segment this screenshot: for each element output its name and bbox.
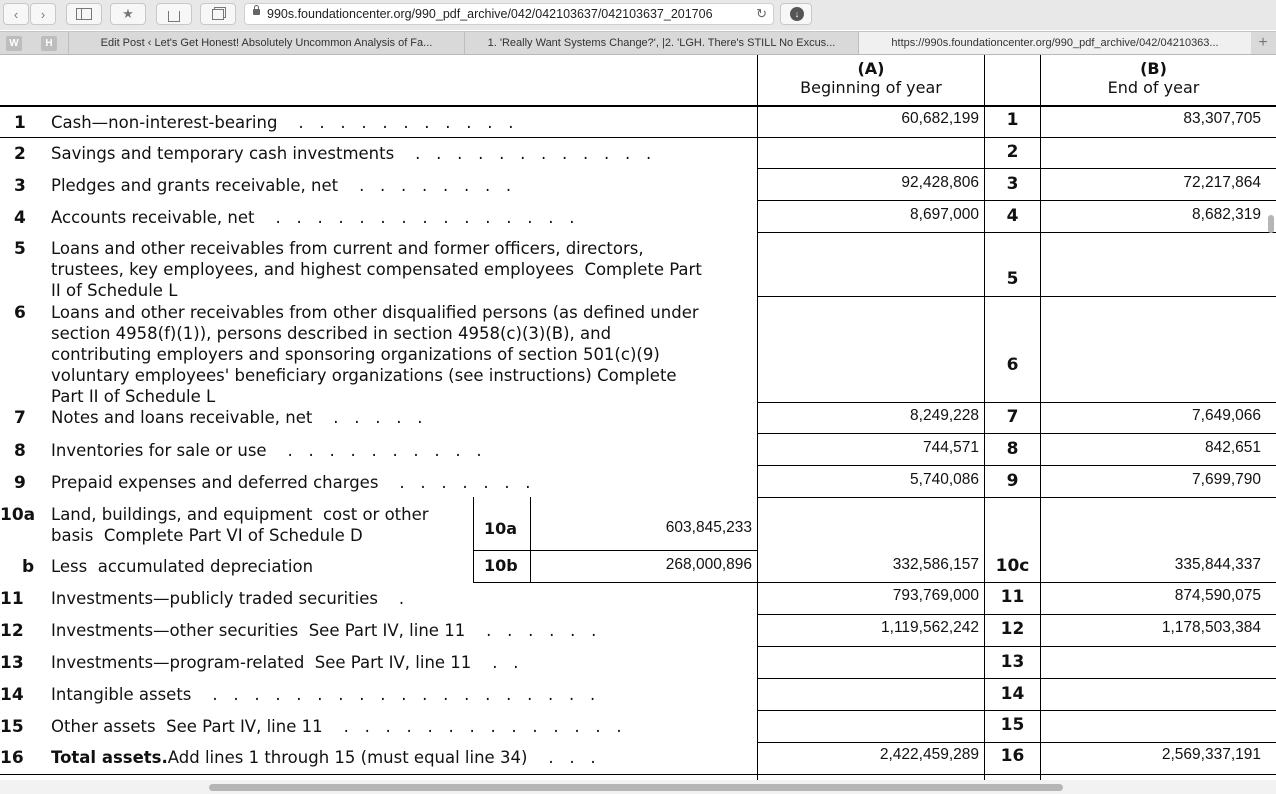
description-text: Less accumulated depreciation [51, 557, 314, 576]
line-description [51, 747, 596, 768]
address-bar[interactable] [244, 3, 774, 25]
line-reference: 5 [1006, 269, 1019, 289]
leader-dots: . . . . . . . . . . . . . . . [254, 208, 575, 227]
line-number: 9 [14, 473, 26, 493]
chevron-left-icon: ‹ [13, 6, 19, 22]
col-b-value: 842,651 [1204, 439, 1261, 456]
leader-dots: . . . . . . . . . . . . . . [322, 717, 622, 736]
col-b-label: End of year [1107, 78, 1200, 97]
leader-dots: . . . . . . . . . . . [277, 113, 514, 132]
line-description [51, 716, 622, 737]
description-text: Accounts receivable, net [51, 208, 255, 227]
inline-box-value: 268,000,896 [665, 556, 752, 573]
line-reference: 1 [1006, 110, 1019, 130]
pinned-tab-h[interactable]: H [41, 36, 57, 51]
description-text: Investments—program-related See Part IV, line 11 [51, 653, 472, 672]
row-rule [757, 497, 1276, 498]
line-number: 10a [0, 505, 36, 525]
line-reference: 4 [1006, 206, 1019, 226]
description-text: Notes and loans receivable, net [51, 408, 313, 427]
description-text: Cash—non-interest-bearing [51, 113, 278, 132]
line-reference: 2 [1006, 142, 1019, 162]
col-a-header [758, 59, 984, 97]
tab-label: https://990s.foundationcenter.org/990_pdf_archive/042/04210363... [891, 37, 1219, 49]
leader-dots: . . . . . . [465, 621, 597, 640]
line-reference: 14 [1000, 684, 1025, 704]
description-text: Intangible assets [51, 685, 192, 704]
line-reference: 3 [1006, 174, 1019, 194]
col-b-value: 72,217,864 [1183, 174, 1261, 191]
leader-dots: . . . [527, 748, 596, 767]
tabs-icon [212, 9, 224, 20]
horizontal-scroll-thumb[interactable] [209, 784, 1063, 791]
url-text: 990s.foundationcenter.org/990_pdf_archive/042/042103637/042103637_201706 [267, 7, 713, 21]
line-number: 13 [0, 653, 24, 673]
line-description [51, 504, 429, 546]
col-a-value: 5,740,086 [910, 471, 979, 488]
leader-dots: . . [471, 653, 519, 672]
line-reference: 15 [1000, 715, 1025, 735]
inline-box-value: 603,845,233 [665, 519, 752, 536]
header-rule [0, 105, 1276, 107]
row-rule [757, 168, 1276, 169]
sidebar-button[interactable] [66, 3, 102, 25]
description-text: Savings and temporary cash investments [51, 144, 395, 163]
line-number: 6 [14, 303, 26, 323]
description-text: Land, buildings, and equipment cost or other basis Complete Part VI of Schedule D [51, 505, 429, 545]
col-b-value: 8,682,319 [1192, 206, 1261, 223]
description-text: Other assets See Part IV, line 11 [51, 717, 323, 736]
col-a-value: 2,422,459,289 [879, 746, 979, 763]
line-description [51, 472, 531, 493]
pinned-tab-w[interactable]: W [6, 36, 22, 51]
line-description [51, 556, 313, 577]
inline-box-label: 10b [484, 556, 518, 575]
total-label: Total assets. [51, 748, 168, 767]
line-number: 1 [14, 113, 26, 133]
line-reference: 12 [1000, 619, 1025, 639]
box-10-left-border [473, 497, 474, 582]
new-tab-button[interactable]: + [1258, 34, 1268, 51]
col-b-value: 7,699,790 [1192, 471, 1261, 488]
browser-toolbar [0, 0, 1276, 30]
row-rule [757, 646, 1276, 647]
col-a-value: 793,769,000 [892, 587, 979, 604]
description-text: Loans and other receivables from current and former officers, directors, trustees, key employees, and highest compensated employees Complete Part II of Schedule L [51, 239, 702, 300]
leader-dots: . . . . . . . . . . . . [394, 144, 652, 163]
tabs-overview-button[interactable] [200, 3, 236, 25]
tab-label: 1. 'Really Want Systems Change?', |2. 'LGH. There's STILL No Excus... [487, 37, 836, 49]
line-reference: 10c [995, 556, 1030, 576]
description-text: Investments—publicly traded securities [51, 589, 378, 608]
line-reference: 16 [1000, 746, 1025, 766]
line-description [51, 588, 404, 609]
leader-dots: . . . . . . . . . . . . . . . . . . . [191, 685, 596, 704]
vertical-scrollbar[interactable] [1268, 215, 1274, 233]
leader-dots: . . . . . [312, 408, 423, 427]
horizontal-scrollbar[interactable] [0, 780, 1276, 794]
col-a-value: 8,697,000 [910, 206, 979, 223]
line-description [51, 112, 513, 133]
line-number: 15 [0, 717, 24, 737]
row-1-rule [0, 137, 757, 138]
line-number: 7 [14, 408, 26, 428]
col-b-letter: (B) [1140, 59, 1167, 78]
row-rule [757, 296, 1276, 297]
row-rule [757, 614, 1276, 615]
line-number: 5 [14, 239, 26, 259]
row-rule [757, 402, 1276, 403]
line-reference: 11 [1000, 587, 1025, 607]
col-b-value: 2,569,337,191 [1161, 746, 1261, 763]
row-rule [757, 582, 1276, 583]
row-rule [757, 200, 1276, 201]
row-rule [757, 742, 1276, 743]
col-b-value: 83,307,705 [1183, 110, 1261, 127]
bookmarks-button[interactable] [110, 3, 146, 25]
leader-dots: . . . . . . . . [338, 176, 512, 195]
line-reference: 7 [1006, 407, 1019, 427]
col-b-value: 335,844,337 [1174, 556, 1261, 573]
col-b-value: 1,178,503,384 [1161, 619, 1261, 636]
leader-dots: . [377, 589, 405, 608]
sidebar-icon [76, 8, 92, 20]
line-description [51, 652, 519, 673]
share-button[interactable] [156, 3, 192, 25]
tab-bar [0, 31, 1276, 55]
line-number: 11 [0, 589, 24, 609]
line-reference: 13 [1000, 652, 1025, 672]
col-a-value: 92,428,806 [901, 174, 979, 191]
tab-label: Edit Post ‹ Let's Get Honest! Absolutely Uncommon Analysis of Fa... [100, 37, 433, 49]
line-number: 4 [14, 208, 26, 228]
col-a-value: 60,682,199 [901, 110, 979, 127]
line-description [51, 143, 651, 164]
tab-990-pdf[interactable] [858, 32, 1251, 54]
line-number: 3 [14, 176, 26, 196]
downloads-button[interactable] [780, 3, 812, 25]
line-number: 12 [0, 621, 24, 641]
box-10-bottom-rule [473, 582, 757, 583]
line-reference: 6 [1006, 355, 1019, 375]
reload-icon[interactable]: ↻ [756, 6, 767, 21]
leader-dots: . . . . . . . . . . [266, 441, 482, 460]
description-text: Loans and other receivables from other disqualified persons (as defined under section 4958(f)(1)), persons described in section 4958(c)(3)(B), and contributing employers and sponsoring organizations of section 501(c)(9) voluntary employees' beneficiary organizations (see instructions) Complete Part II of Schedule L [51, 303, 699, 406]
line-description [51, 302, 699, 407]
description-text: Prepaid expenses and deferred charges [51, 473, 379, 492]
line-number: 8 [14, 441, 26, 461]
line-number: 16 [0, 748, 24, 768]
description-text: Investments—other securities See Part IV, line 11 [51, 621, 466, 640]
line-description [51, 684, 595, 705]
form-990-balance-sheet [0, 55, 1276, 780]
line-description [51, 238, 702, 301]
line-reference: 9 [1006, 471, 1019, 491]
back-button[interactable] [3, 3, 29, 25]
row-rule [757, 433, 1276, 434]
line-reference: 8 [1006, 439, 1019, 459]
col-b-value: 874,590,075 [1174, 587, 1261, 604]
forward-button[interactable] [30, 3, 56, 25]
col-a-label: Beginning of year [800, 78, 942, 97]
col-b-value: 7,649,066 [1192, 407, 1261, 424]
row-rule [757, 678, 1276, 679]
col-a-value: 744,571 [922, 439, 979, 456]
col-a-letter: (A) [857, 59, 885, 78]
line-description [51, 175, 511, 196]
line-description [51, 440, 482, 461]
description-text: Add lines 1 through 15 (must equal line 34) [167, 748, 528, 767]
line-number: b [22, 557, 35, 577]
share-icon [168, 11, 180, 22]
col-a-value: 8,249,228 [910, 407, 979, 424]
inline-box-label: 10a [484, 519, 518, 538]
description-text: Pledges and grants receivable, net [51, 176, 339, 195]
box-10-mid-rule [473, 550, 757, 551]
tab-systems-change[interactable] [464, 32, 858, 54]
row-rule [757, 465, 1276, 466]
description-text: Inventories for sale or use [51, 441, 267, 460]
bottom-rule [0, 774, 1276, 775]
row-rule [757, 232, 1276, 233]
col-a-value: 332,586,157 [892, 556, 979, 573]
col-a-value: 1,119,562,242 [881, 619, 979, 636]
download-icon: ↓ [790, 7, 804, 21]
row-rule [757, 137, 1276, 138]
line-number: 2 [14, 144, 26, 164]
chevron-right-icon: › [40, 6, 46, 22]
row-rule [757, 710, 1276, 711]
line-number: 14 [0, 685, 24, 705]
line-description [51, 407, 422, 428]
col-b-header [1041, 59, 1266, 97]
line-description [51, 620, 596, 641]
leader-dots: . . . . . . . [378, 473, 531, 492]
star-icon: ★ [122, 6, 134, 21]
line-description [51, 207, 574, 228]
tab-edit-post[interactable] [68, 32, 464, 54]
lock-icon [253, 9, 260, 15]
